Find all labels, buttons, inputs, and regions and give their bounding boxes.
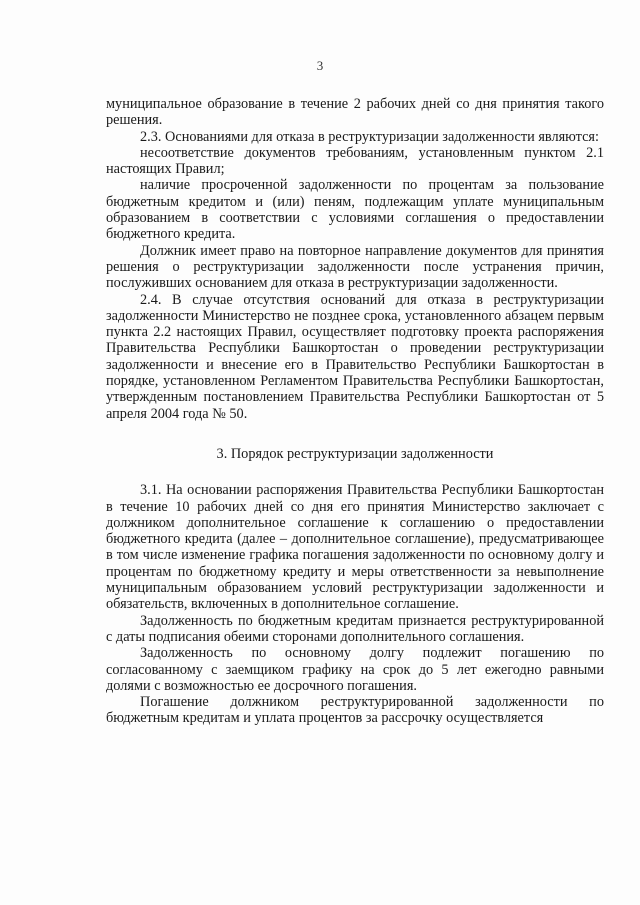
document-body bbox=[106, 96, 604, 727]
paragraph-2-4: 2.4. В случае отсутствия оснований для отказа в реструктуризации задолженности Министерство не позднее срока, установленного абзацем первым пункта 2.2 настоящих Правил, осуществляет подготовку проекта распоряжения Правительства Республики Башкортостан о проведении реструктуризации задолженности и внесение его в Правительство Республики Башкортостан в порядке, установленном Регламентом Правительства Республики Башкортостан, утвержденным постановлением Правительства Республики Башкортостан от 5 апреля 2004 года № 50. bbox=[106, 291, 604, 422]
paragraph-debtor-right: Должник имеет право на повторное направление документов для принятия решения о реструктуризации задолженности после устранения причин, послуживших основанием для отказа в реструктуризации задолженности. bbox=[106, 242, 604, 292]
paragraph-continuation: муниципальное образование в течение 2 рабочих дней со дня принятия такого решения. bbox=[106, 96, 604, 129]
section-heading: 3. Порядок реструктуризации задолженности bbox=[216, 445, 494, 462]
paragraph-repayment-schedule: Задолженность по основному долгу подлежит погашению по согласованному с заемщиком графику на срок до 5 лет ежегодно равными долями с возможностью ее досрочного погашения. bbox=[106, 645, 604, 694]
paragraph-restructured-date: Задолженность по бюджетным кредитам признается реструктурированной с даты подписания обеими сторонами дополнительного соглашения. bbox=[106, 612, 604, 645]
paragraph-3-1: 3.1. На основании распоряжения Правительства Республики Башкортостан в течение 10 рабочих дней со дня его принятия Министерство заключает с должником дополнительное соглашение к соглашению о предоставлении бюджетного кредита (далее – дополнительное соглашение), предусматривающее в том числе изменение графика погашения задолженности по основному долгу и процентам по бюджетному кредиту и меры ответственности за невыполнение муниципальным образованием условий реструктуризации задолженности и обязательств, включенных в дополнительное соглашение. bbox=[106, 482, 604, 613]
paragraph-repayment-procedure: Погашение должником реструктурированной задолженности по бюджетным кредитам и уплата процентов за рассрочку осуществляется bbox=[106, 694, 604, 727]
paragraph-reason-1: несоответствие документов требованиям, установленным пунктом 2.1 настоящих Правил; bbox=[106, 144, 604, 178]
page-number: 3 bbox=[316, 58, 324, 73]
paragraph-2-3: 2.3. Основаниями для отказа в реструктуризации задолженности являются: bbox=[140, 128, 599, 145]
paragraph-reason-2: наличие просроченной задолженности по процентам за пользование бюджетным кредитом и (или) пеням, подлежащим уплате муниципальным образованием в соответствии с условиями соглашения о предоставлении бюджетного кредита. bbox=[106, 177, 604, 243]
